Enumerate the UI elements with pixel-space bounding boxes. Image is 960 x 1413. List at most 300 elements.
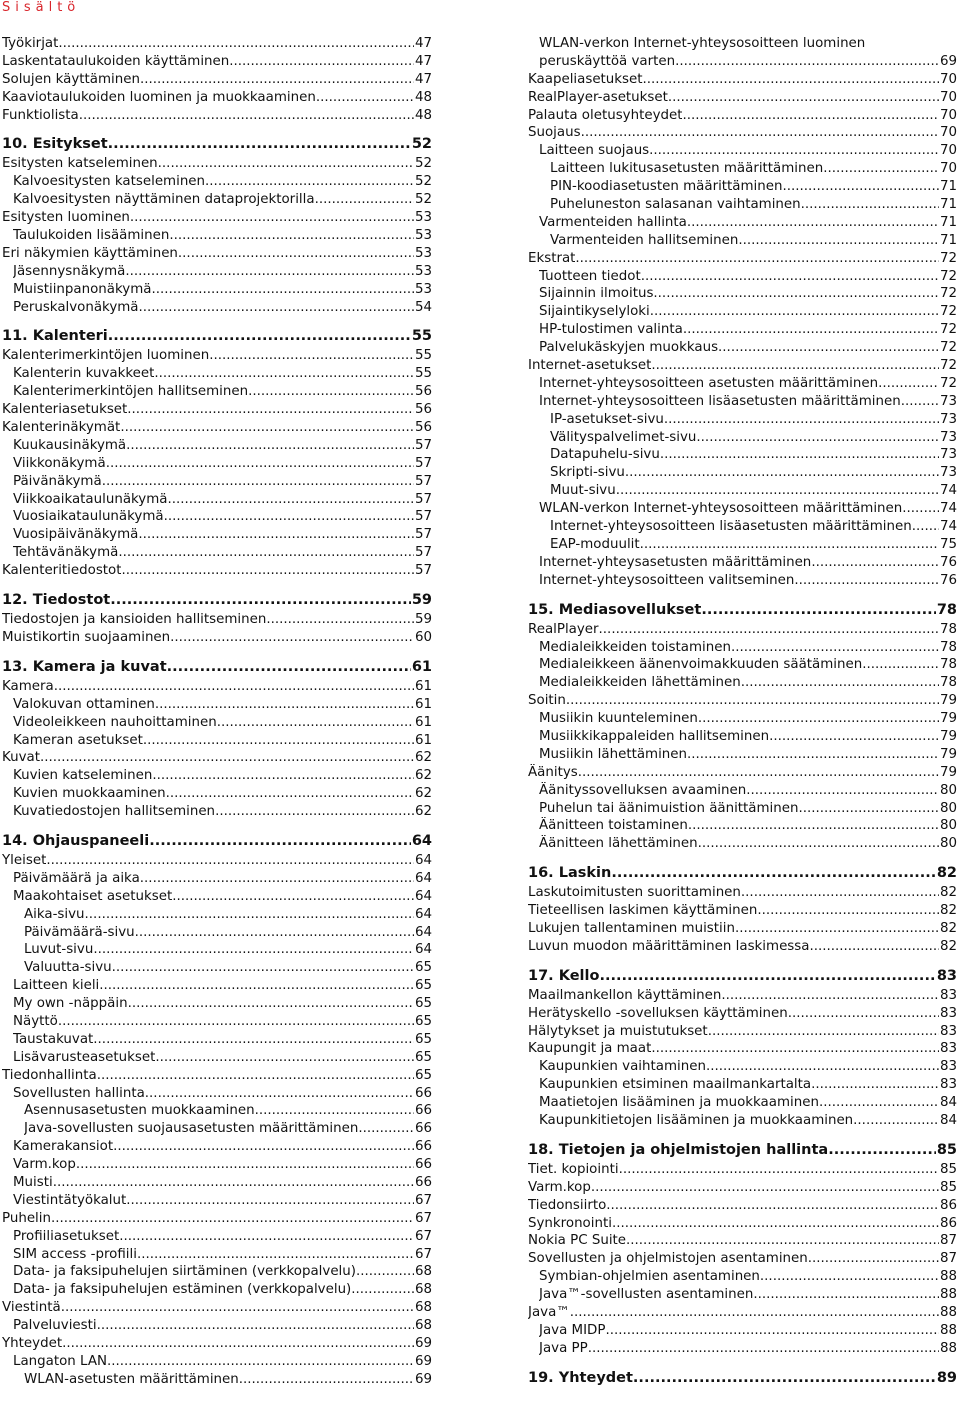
toc-page-number: 65 [414,1067,432,1083]
toc-page-number: 66 [414,1157,432,1173]
toc-entry-title: Internet-yhteysosoitteen lisäasetusten määrittäminen [539,393,901,409]
toc-entry[interactable] [2,281,432,299]
toc-page-number: 76 [939,572,957,588]
toc-dot-leader [741,884,939,902]
toc-entry[interactable] [2,678,432,696]
toc-chapter-entry[interactable] [2,831,432,852]
toc-entry[interactable] [528,817,957,835]
toc-entry[interactable] [2,767,432,785]
toc-page-number: 64 [414,870,432,886]
toc-entry[interactable] [2,732,432,750]
toc-page-number: 57 [414,545,432,561]
toc-dot-leader [356,1263,414,1281]
toc-entry-title: 19. Yhteydet [528,1369,633,1386]
toc-entry[interactable] [528,746,957,764]
toc-page-number: 69 [414,1353,432,1369]
toc-dot-leader [139,299,414,317]
toc-dot-leader [687,746,939,764]
toc-entry[interactable] [2,1263,432,1281]
toc-page-number: 87 [939,1251,957,1267]
toc-entry[interactable] [2,1067,432,1085]
toc-page-number: 61 [414,678,432,694]
toc-page-number: 85 [939,1161,957,1177]
toc-entry-title: Kuvatiedostojen hallitseminen [13,804,216,820]
toc-entry[interactable] [2,107,432,125]
toc-entry[interactable] [2,347,432,365]
toc-page-number: 79 [939,764,957,780]
toc-dot-leader [167,491,413,509]
toc-dot-leader [660,446,939,464]
toc-dot-leader [93,941,414,959]
toc-dot-leader [79,107,414,125]
toc-entry[interactable] [2,209,432,227]
toc-page-number: 72 [939,250,957,266]
toc-entry-title: 15. Mediasovellukset [528,601,702,618]
toc-entry-title: RealPlayer-asetukset [528,89,668,105]
toc-entry[interactable] [528,321,957,339]
toc-page-number: 88 [939,1287,957,1303]
toc-dot-leader [51,1210,414,1228]
toc-entry-title: Puheluneston salasanan vaihtaminen [550,197,801,213]
toc-page-number: 66 [414,1174,432,1190]
toc-entry[interactable] [2,1317,432,1335]
toc-dot-leader [757,902,939,920]
toc-entry[interactable] [528,375,957,393]
toc-entry-title: peruskäyttöä varten [539,53,676,69]
toc-page-number: 88 [939,1269,957,1285]
toc-entry[interactable] [2,1174,432,1192]
page-title: Sisältö [2,0,81,15]
toc-entry[interactable] [2,71,432,89]
toc-dot-leader [315,191,414,209]
toc-page-number: 56 [414,384,432,400]
toc-entry[interactable] [2,1299,432,1317]
toc-entry[interactable] [2,870,432,888]
toc-entry[interactable] [528,107,957,125]
toc-entry[interactable] [528,214,957,232]
toc-dot-leader [753,1286,939,1304]
toc-chapter-entry[interactable] [2,326,432,347]
toc-entry-title: Asennusasetusten muokkaaminen [24,1103,255,1119]
toc-entry[interactable] [2,35,432,53]
toc-entry-title: Äänityssovelluksen avaaminen [539,782,747,798]
toc-entry-title: Yhteydet [2,1336,63,1351]
toc-entry[interactable] [2,1120,432,1138]
toc-entry[interactable] [528,621,957,639]
toc-page-number: 86 [939,1215,957,1231]
toc-entry[interactable] [528,1250,957,1268]
toc-entry-title: Herätyskello -sovelluksen käyttäminen [528,1005,788,1021]
toc-entry[interactable] [528,53,957,71]
toc-entry[interactable] [528,89,957,107]
toc-entry[interactable] [528,482,957,500]
toc-page-number: 59 [411,592,432,609]
toc-entry[interactable] [2,1192,432,1210]
toc-entry[interactable] [2,1371,432,1389]
toc-entry[interactable] [528,800,957,818]
toc-dot-leader [62,1335,414,1353]
toc-entry[interactable] [528,250,957,268]
toc-dot-leader [591,1179,939,1197]
toc-page-number: 67 [414,1210,432,1226]
toc-entry[interactable] [528,728,957,746]
toc-entry[interactable] [528,1232,957,1250]
toc-entry-title: Puhelun tai äänimuistion äänittäminen [539,800,799,816]
toc-page-number: 72 [939,286,957,302]
toc-entry[interactable] [2,89,432,107]
toc-dot-leader [149,831,411,852]
toc-entry[interactable] [2,455,432,473]
toc-entry[interactable] [2,227,432,245]
toc-page-number: 78 [936,601,957,618]
toc-dot-leader [128,995,414,1013]
toc-entry[interactable] [2,544,432,562]
toc-dot-leader [588,1340,939,1358]
toc-entry[interactable] [528,536,957,554]
toc-entry[interactable] [528,987,957,1005]
toc-entry[interactable] [528,1112,957,1130]
toc-page-number: 78 [939,639,957,655]
toc-entry[interactable] [2,749,432,767]
toc-entry[interactable] [2,906,432,924]
toc-page-number: 70 [939,71,957,87]
toc-entry[interactable] [2,941,432,959]
toc-entry-title: Kalenteriasetukset [2,402,128,418]
toc-dot-leader [809,938,938,956]
toc-page-number: 53 [414,210,432,226]
toc-dot-leader [108,134,411,155]
toc-chapter-entry[interactable] [528,1368,957,1389]
toc-entry[interactable] [528,1179,957,1197]
toc-page-number: 79 [939,746,957,762]
toc-chapter-entry[interactable] [2,590,432,611]
toc-page-number: 65 [414,1049,432,1065]
toc-dot-leader [135,924,414,942]
toc-entry[interactable] [528,902,957,920]
toc-entry[interactable] [528,446,957,464]
toc-entry[interactable] [2,924,432,942]
toc-entry[interactable] [528,710,957,728]
toc-dot-leader [808,1250,939,1268]
toc-page-number: 83 [939,1059,957,1075]
toc-entry[interactable] [528,500,957,518]
toc-page-number: 79 [939,711,957,727]
toc-page-number: 64 [414,852,432,868]
toc-entry[interactable] [2,1156,432,1174]
toc-page-number: 69 [939,53,957,69]
toc-entry-title: Jäsennysnäkymä [13,263,126,279]
toc-chapter-entry[interactable] [528,863,957,884]
toc-entry-title: 16. Laskin [528,865,612,882]
toc-dot-leader [113,1138,414,1156]
toc-entry[interactable] [2,1013,432,1031]
toc-page-number: 57 [414,509,432,525]
toc-entry[interactable] [528,232,957,250]
toc-page-number: 65 [414,1031,432,1047]
toc-entry-title: 12. Tiedostot [2,592,111,609]
toc-entry[interactable] [2,1353,432,1371]
toc-dot-leader [731,639,939,657]
toc-dot-leader [40,749,414,767]
toc-dot-leader [143,732,414,750]
toc-page-number: 69 [414,1336,432,1351]
toc-entry-title: Tehtävänäkymä [13,545,119,561]
toc-entry[interactable] [2,473,432,491]
toc-entry-title: Medialeikkeiden toistaminen [539,639,731,655]
toc-entry[interactable] [528,196,957,214]
toc-entry[interactable] [2,1335,432,1353]
toc-entry[interactable] [528,835,957,853]
toc-entry-title: Symbian-ohjelmien asentaminen [539,1269,760,1285]
toc-entry-title: Kalenteritiedostot [2,563,122,579]
toc-entry-title: Maatietojen lisääminen ja muokkaaminen [539,1095,819,1111]
toc-entry[interactable] [528,35,957,53]
toc-chapter-entry[interactable] [528,1140,957,1161]
toc-entry[interactable] [2,155,432,173]
toc-dot-leader [599,621,939,639]
toc-entry[interactable] [2,888,432,906]
toc-entry[interactable] [2,491,432,509]
toc-entry[interactable] [528,160,957,178]
toc-entry-title: Palauta oletusyhteydet [528,107,683,123]
toc-entry[interactable] [2,508,432,526]
toc-entry[interactable] [528,339,957,357]
toc-dot-leader [145,1085,414,1103]
toc-entry[interactable] [528,1268,957,1286]
toc-page-number: 66 [414,1085,432,1101]
toc-entry[interactable] [528,1005,957,1023]
toc-entry[interactable] [528,639,957,657]
toc-entry[interactable] [528,572,957,590]
toc-entry[interactable] [2,365,432,383]
toc-entry-title: Internet-asetukset [528,358,652,374]
toc-entry-title: Kalvoesitysten näyttäminen dataprojektorilla [13,192,315,208]
toc-entry[interactable] [528,285,957,303]
toc-entry[interactable] [2,611,432,629]
toc-page-number: 59 [414,612,432,628]
toc-entry-title: Kalenterimerkintöjen hallitseminen [13,384,249,400]
toc-entry[interactable] [2,1228,432,1246]
toc-entry-title: Äänitys [528,764,578,780]
toc-page-number: 64 [414,888,432,904]
toc-dot-leader [217,714,414,732]
toc-entry[interactable] [2,1246,432,1264]
toc-entry-title: Synkronointi [528,1215,612,1231]
toc-entry-title: Tiedonhallinta [2,1067,97,1083]
toc-page-number: 62 [414,804,432,820]
toc-entry[interactable] [2,1138,432,1156]
toc-entry-title: Tiet. kopiointi [528,1161,619,1177]
toc-entry-title: Laitteen lukitusasetusten määrittäminen [550,161,824,177]
toc-page-number: 64 [414,942,432,958]
toc-entry-title: Java™-sovellusten asentaminen [539,1287,754,1303]
toc-page-number: 56 [414,402,432,418]
toc-entry-title: Vuosipäivänäkymä [13,527,139,543]
toc-entry[interactable] [528,884,957,902]
toc-entry[interactable] [528,1322,957,1340]
toc-dot-leader [606,1197,939,1215]
toc-entry[interactable] [2,995,432,1013]
toc-entry-title: Hälytykset ja muistutukset [528,1023,708,1039]
toc-page-number: 88 [939,1305,957,1320]
toc-entry-title: Yleiset [2,852,47,868]
toc-entry-title: Esitysten katseleminen [2,156,158,172]
toc-entry[interactable] [528,429,957,447]
toc-entry[interactable] [528,71,957,89]
toc-entry[interactable] [528,142,957,160]
toc-page-number: 76 [939,554,957,570]
toc-entry[interactable] [2,562,432,580]
toc-page-number: 82 [939,885,957,901]
toc-entry[interactable] [528,1340,957,1358]
toc-entry[interactable] [528,411,957,429]
toc-entry-title: 11. Kalenteri [2,328,108,345]
toc-entry[interactable] [528,674,957,692]
toc-page-number: 89 [936,1369,957,1386]
toc-entry[interactable] [528,1023,957,1041]
toc-entry[interactable] [2,191,432,209]
toc-entry[interactable] [528,178,957,196]
toc-entry[interactable] [528,268,957,286]
toc-dot-leader [698,710,939,728]
toc-entry[interactable] [528,464,957,482]
toc-entry[interactable] [528,920,957,938]
toc-entry[interactable] [2,383,432,401]
toc-entry[interactable] [2,1102,432,1120]
toc-dot-leader [633,1368,936,1389]
toc-entry[interactable] [528,1215,957,1233]
toc-entry-title: Sijainnin ilmoitus [539,286,654,302]
toc-entry[interactable] [528,1058,957,1076]
toc-page-number: 52 [411,136,432,153]
toc-dot-leader [823,160,939,178]
toc-dot-leader [130,209,414,227]
toc-entry-title: Suojaus [528,125,581,141]
toc-entry-title: Datapuhelu-sivu [550,447,660,463]
toc-entry[interactable] [2,785,432,803]
toc-entry[interactable] [2,1281,432,1299]
toc-entry[interactable] [2,526,432,544]
toc-entry[interactable] [528,124,957,142]
toc-entry-title: Kaupunkitietojen lisääminen ja muokkaaminen [539,1112,854,1128]
toc-entry-title: Musiikkikappaleiden hallitseminen [539,728,770,744]
toc-dot-leader [155,1049,414,1067]
toc-entry-title: Medialeikkeiden lähettäminen [539,675,741,691]
toc-dot-leader [152,767,414,785]
toc-entry-title: Valuutta-sivu [24,960,112,976]
toc-entry-title: Kaupunkien vaihtaminen [539,1059,706,1075]
toc-entry[interactable] [528,938,957,956]
toc-entry[interactable] [2,803,432,821]
toc-entry[interactable] [2,419,432,437]
toc-entry[interactable] [2,173,432,191]
toc-dot-leader [828,1140,936,1161]
toc-entry[interactable] [528,764,957,782]
toc-entry-title: Java-sovellusten suojausasetusten määrittäminen [24,1121,359,1137]
toc-dot-leader [688,817,939,835]
toc-dot-leader [76,1156,414,1174]
toc-entry-title: Äänitteen toistaminen [539,818,688,834]
toc-entry-title: Kameran asetukset [13,732,143,748]
toc-entry-title: WLAN-verkon Internet-yhteysosoitteen luominen [539,36,866,51]
toc-entry[interactable] [2,263,432,281]
toc-page-number: 69 [414,1371,432,1387]
toc-page-number: 80 [939,836,957,852]
toc-page-number: 72 [939,304,957,320]
toc-entry[interactable] [528,518,957,536]
toc-entry[interactable] [2,1031,432,1049]
toc-chapter-entry[interactable] [528,600,957,621]
toc-page-number: 75 [939,536,957,552]
toc-entry[interactable] [528,692,957,710]
toc-entry[interactable] [2,714,432,732]
toc-entry[interactable] [528,1304,957,1322]
toc-entry[interactable] [2,629,432,647]
toc-entry[interactable] [2,852,432,870]
toc-entry[interactable] [528,1076,957,1094]
toc-page-number: 82 [936,865,957,882]
toc-entry[interactable] [2,401,432,419]
toc-entry[interactable] [528,303,957,321]
toc-entry[interactable] [528,782,957,800]
toc-entry[interactable] [2,53,432,71]
toc-entry[interactable] [528,554,957,572]
toc-dot-leader [599,966,935,987]
toc-entry[interactable] [528,393,957,411]
toc-entry-title: Peruskalvonäkymä [13,299,139,315]
toc-entry[interactable] [2,1085,432,1103]
toc-entry[interactable] [528,1161,957,1179]
toc-entry-title: Vuosiaikataulunäkymä [13,509,164,525]
toc-entry-title: Profiiliasetukset [13,1228,120,1244]
toc-dot-leader [125,263,414,281]
toc-entry[interactable] [528,656,957,674]
toc-dot-leader [811,554,939,572]
toc-page-number: 64 [411,832,432,849]
toc-entry-title: Luvut-sivu [24,942,94,958]
toc-entry[interactable] [528,1286,957,1304]
toc-chapter-entry[interactable] [528,966,957,987]
toc-entry[interactable] [528,357,957,375]
toc-entry[interactable] [528,1197,957,1215]
toc-dot-leader [158,155,414,173]
toc-entry[interactable] [528,1094,957,1112]
toc-entry[interactable] [2,245,432,263]
toc-dot-leader [215,803,414,821]
toc-entry[interactable] [2,299,432,317]
toc-entry-title: Valokuvan ottaminen [13,696,155,712]
toc-dot-leader [625,464,939,482]
toc-page-number: 74 [939,483,957,499]
toc-page-number: 71 [939,179,957,195]
toc-entry[interactable] [2,1049,432,1067]
toc-entry[interactable] [528,1040,957,1058]
toc-dot-leader [675,53,939,71]
toc-entry[interactable] [2,437,432,455]
toc-entry-title: SIM access -profiili [13,1246,137,1262]
toc-chapter-entry[interactable] [2,134,432,155]
toc-page-number: 53 [414,281,432,297]
toc-entry-title: Laskentataulukoiden käyttäminen [2,53,230,69]
toc-entry[interactable] [2,959,432,977]
toc-dot-leader [205,173,414,191]
toc-page-number: 87 [939,1233,957,1249]
toc-entry[interactable] [2,977,432,995]
toc-chapter-entry[interactable] [2,657,432,678]
toc-entry[interactable] [2,1210,432,1228]
toc-entry[interactable] [2,696,432,714]
toc-page-number: 64 [414,924,432,940]
